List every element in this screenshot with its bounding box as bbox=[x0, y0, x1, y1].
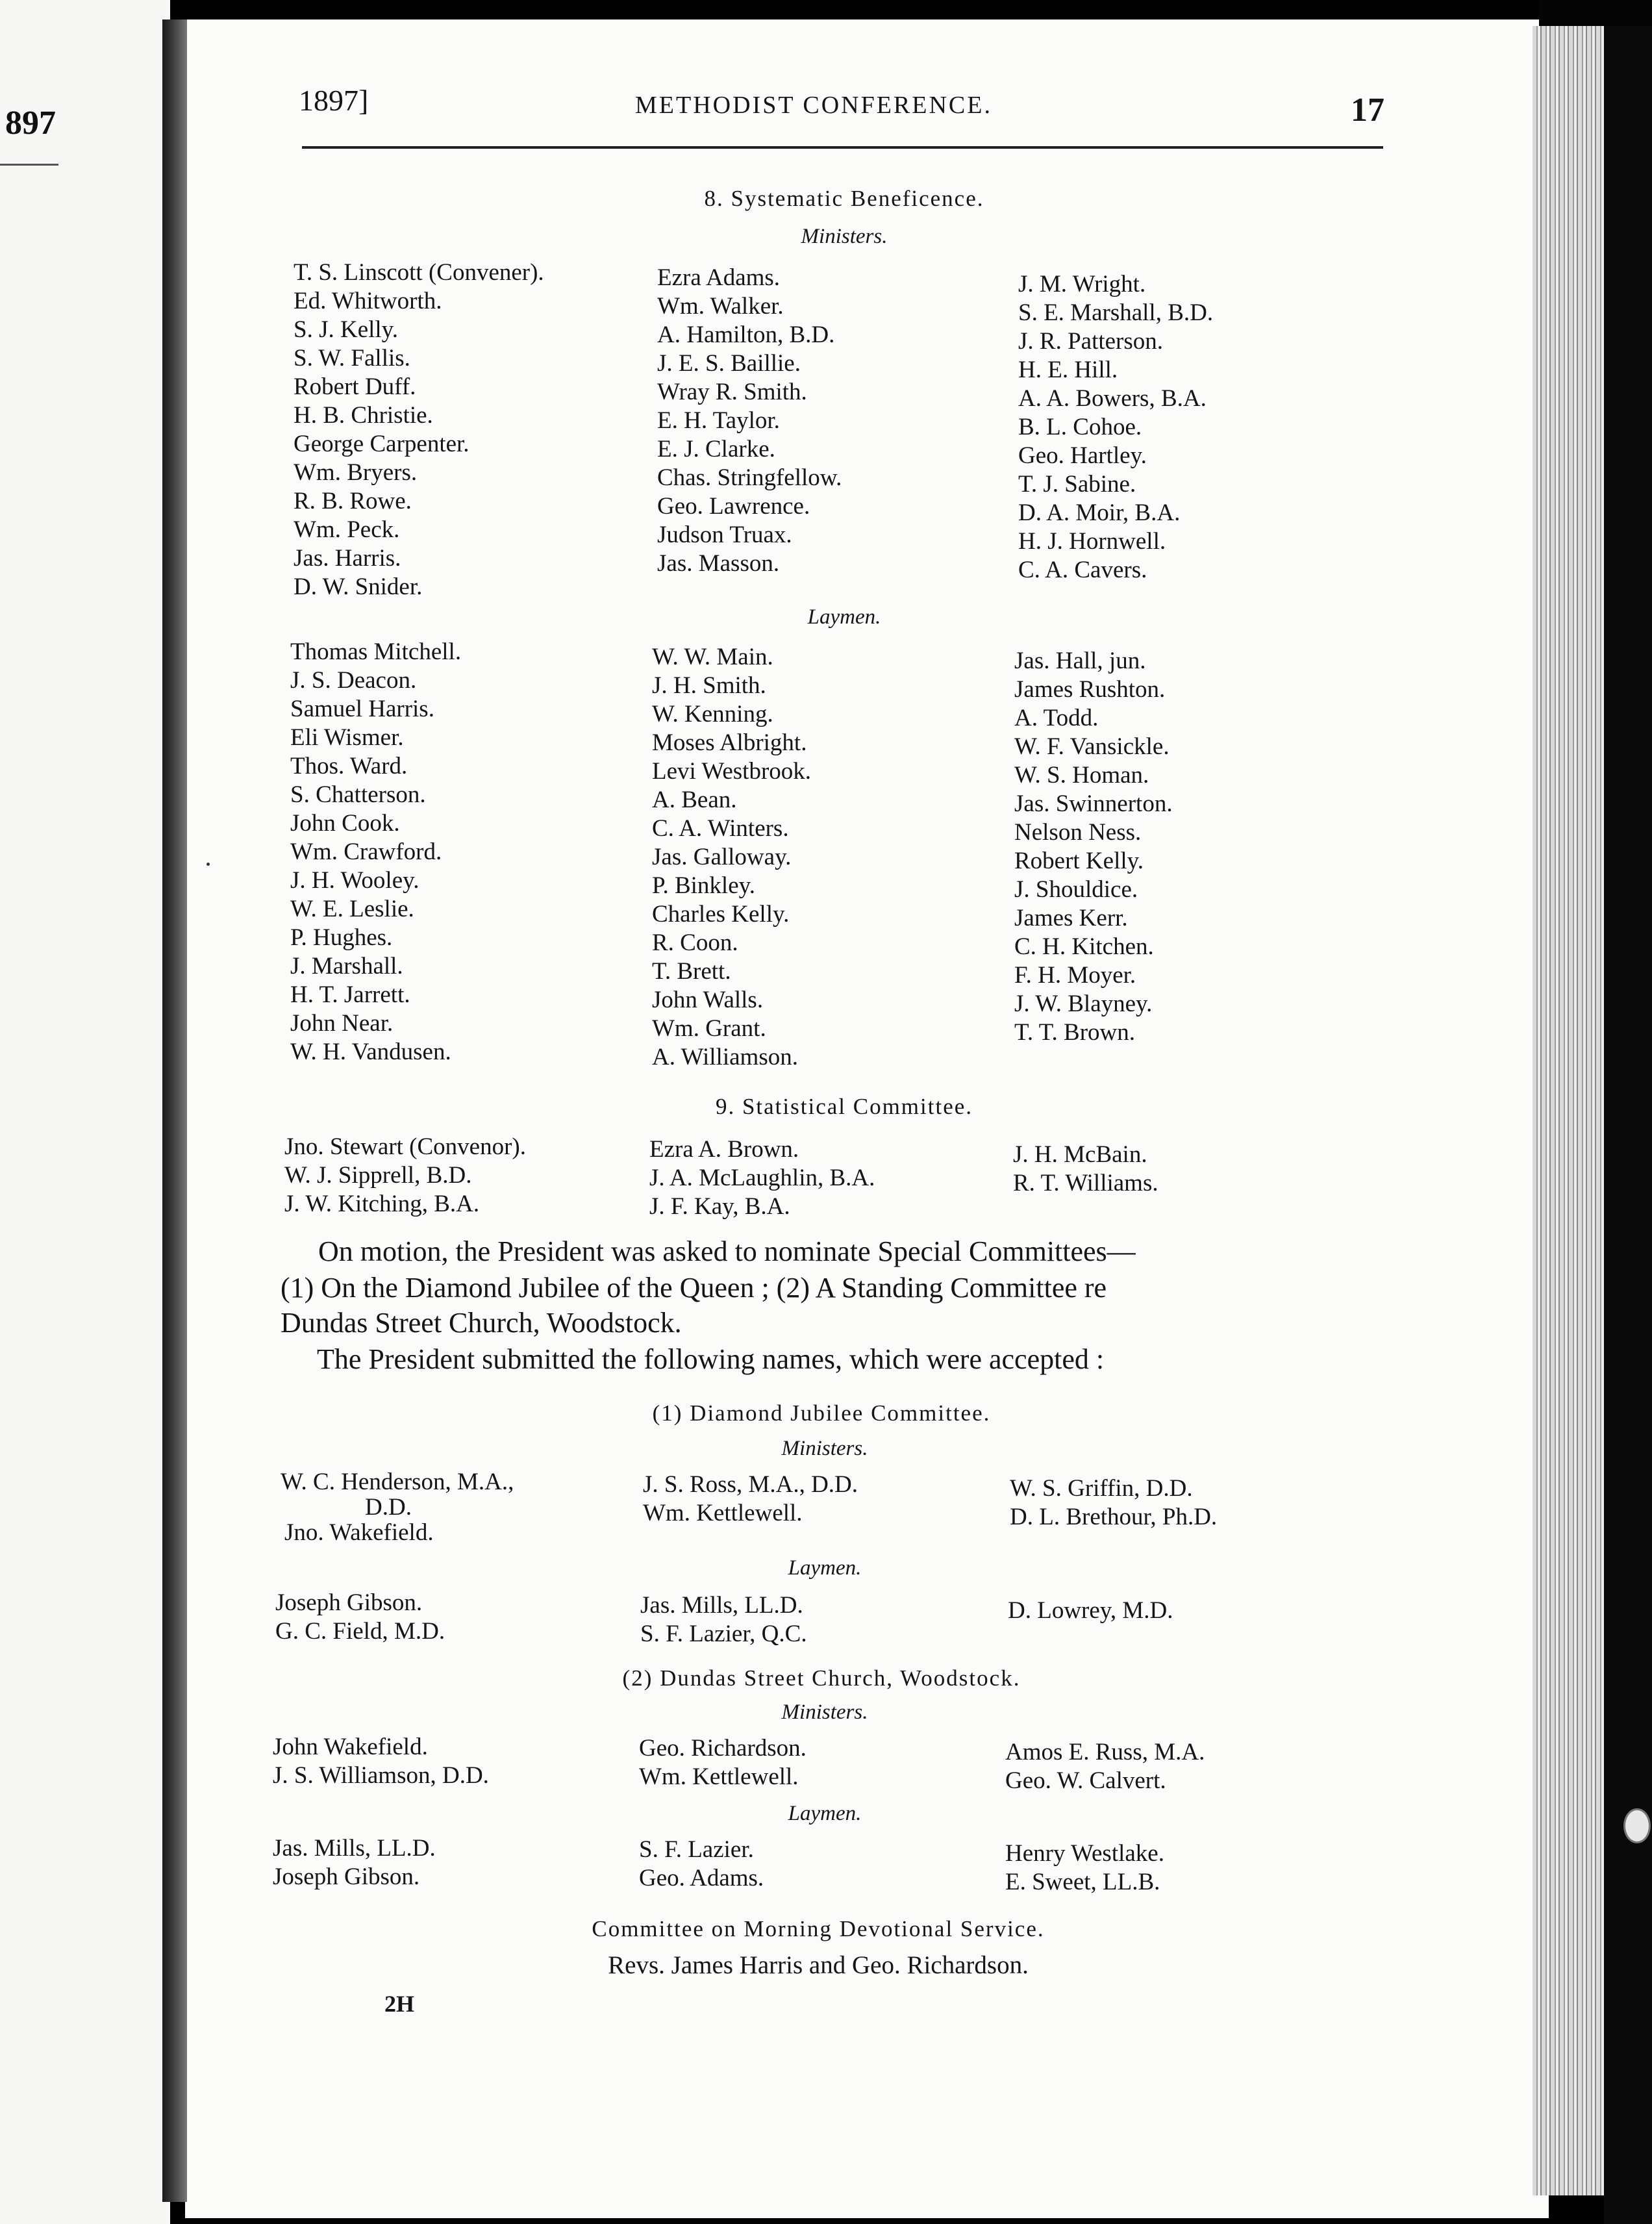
name-entry: C. H. Kitchen. bbox=[1014, 933, 1154, 960]
name-entry: J. W. Kitching, B.A. bbox=[284, 1191, 480, 1217]
name-entry: R. T. Williams. bbox=[1013, 1170, 1158, 1196]
name-entry: D. A. Moir, B.A. bbox=[1018, 499, 1181, 526]
name-entry: W. S. Homan. bbox=[1014, 762, 1149, 789]
jubilee-ministers-column-3 bbox=[1010, 1474, 1217, 1532]
name-entry: John Wakefield. bbox=[273, 1734, 428, 1760]
name-entry: Joseph Gibson. bbox=[275, 1589, 423, 1616]
name-entry: Jno. Wakefield. bbox=[284, 1519, 434, 1546]
name-entry: John Walls. bbox=[652, 987, 764, 1013]
name-entry: J. F. Kay, B.A. bbox=[649, 1193, 790, 1220]
group-label-ministers: Ministers. bbox=[781, 1437, 868, 1460]
name-entry: P. Binkley. bbox=[652, 872, 755, 899]
ministers-column-2 bbox=[657, 264, 842, 578]
ink-speck bbox=[206, 863, 210, 866]
name-entry: H. E. Hill. bbox=[1018, 357, 1118, 383]
name-entry: J. R. Patterson. bbox=[1018, 328, 1164, 355]
name-entry: D. Lowrey, M.D. bbox=[1008, 1597, 1173, 1624]
group-label-ministers: Ministers. bbox=[801, 225, 888, 248]
name-entry: T. S. Linscott (Convener). bbox=[294, 259, 544, 286]
dundas-ministers-column-2 bbox=[639, 1734, 807, 1791]
name-entry: Robert Duff. bbox=[294, 373, 416, 400]
name-entry: Jas. Masson. bbox=[657, 550, 780, 577]
name-entry: Samuel Harris. bbox=[290, 696, 434, 722]
name-entry: S. J. Kelly. bbox=[294, 316, 399, 343]
dundas-laymen-column-3 bbox=[1005, 1839, 1164, 1897]
name-entry: S. F. Lazier, Q.C. bbox=[640, 1621, 807, 1647]
jubilee-ministers-column-1 bbox=[281, 1468, 514, 1547]
name-entry: R. Coon. bbox=[652, 929, 738, 956]
name-entry: John Near. bbox=[290, 1010, 394, 1037]
name-entry: H. J. Hornwell. bbox=[1018, 528, 1166, 555]
book-gutter bbox=[162, 19, 187, 2202]
group-label-laymen: Laymen. bbox=[807, 605, 881, 629]
ministers-column-1 bbox=[294, 259, 544, 601]
name-entry: S. E. Marshall, B.D. bbox=[1018, 299, 1214, 326]
name-entry: P. Hughes. bbox=[290, 924, 393, 951]
page-edges bbox=[1533, 26, 1604, 2195]
committee-heading-dundas-street: (2) Dundas Street Church, Woodstock. bbox=[622, 1665, 1021, 1691]
name-entry: Wray R. Smith. bbox=[657, 379, 807, 405]
laymen-column-1 bbox=[290, 638, 461, 1067]
name-entry: Geo. W. Calvert. bbox=[1005, 1767, 1166, 1794]
name-entry: Ed. Whitworth. bbox=[294, 288, 442, 314]
name-entry: Wm. Kettlewell. bbox=[639, 1763, 799, 1790]
dundas-ministers-column-1 bbox=[273, 1733, 489, 1790]
laymen-column-2 bbox=[652, 643, 811, 1072]
name-entry: G. C. Field, M.D. bbox=[275, 1618, 445, 1645]
name-entry: Joseph Gibson. bbox=[273, 1864, 420, 1890]
statistical-column-3 bbox=[1013, 1141, 1158, 1198]
name-entry: J. H. McBain. bbox=[1013, 1141, 1147, 1168]
name-entry: Ezra Adams. bbox=[657, 264, 781, 291]
group-label-ministers: Ministers. bbox=[781, 1700, 868, 1724]
motion-line-2: (1) On the Diamond Jubilee of the Queen ; (2) A Standing Committee re bbox=[281, 1272, 1107, 1304]
jubilee-laymen-column-3 bbox=[1008, 1597, 1173, 1625]
name-entry: Geo. Richardson. bbox=[639, 1735, 807, 1762]
name-entry: C. A. Cavers. bbox=[1018, 557, 1147, 583]
name-entry: J. S. Williamson, D.D. bbox=[273, 1762, 489, 1789]
name-entry: D. W. Snider. bbox=[294, 574, 423, 600]
binding-hole bbox=[1623, 1808, 1651, 1843]
name-entry: Nelson Ness. bbox=[1014, 819, 1142, 846]
jubilee-ministers-column-2 bbox=[643, 1471, 858, 1528]
name-entry: H. B. Christie. bbox=[294, 402, 433, 429]
name-entry: Jas. Mills, LL.D. bbox=[273, 1835, 436, 1862]
header-year: 1897] bbox=[299, 84, 369, 117]
committee-heading-diamond-jubilee: (1) Diamond Jubilee Committee. bbox=[652, 1400, 991, 1426]
name-entry: George Carpenter. bbox=[294, 431, 469, 457]
name-entry: C. A. Winters. bbox=[652, 815, 789, 842]
name-entry: J. A. McLaughlin, B.A. bbox=[649, 1165, 875, 1191]
header-rule bbox=[302, 146, 1383, 149]
name-entry: E. Sweet, LL.B. bbox=[1005, 1869, 1160, 1895]
name-entry: S. W. Fallis. bbox=[294, 345, 410, 372]
name-entry: H. T. Jarrett. bbox=[290, 981, 410, 1008]
name-entry: Ezra A. Brown. bbox=[649, 1136, 799, 1163]
name-entry: J. H. Wooley. bbox=[290, 867, 419, 894]
name-entry: E. J. Clarke. bbox=[657, 436, 775, 462]
name-entry: Geo. Adams. bbox=[639, 1865, 764, 1891]
group-label-laymen: Laymen. bbox=[788, 1556, 862, 1580]
name-entry: Judson Truax. bbox=[657, 522, 792, 548]
name-entry: T. T. Brown. bbox=[1014, 1019, 1136, 1046]
name-entry: J. M. Wright. bbox=[1018, 271, 1146, 297]
group-label-laymen: Laymen. bbox=[788, 1802, 862, 1825]
jubilee-laymen-column-1 bbox=[275, 1589, 445, 1646]
name-entry: Wm. Walker. bbox=[657, 293, 784, 320]
name-entry: J. S. Ross, M.A., D.D. bbox=[643, 1471, 858, 1498]
name-entry: Jas. Swinnerton. bbox=[1014, 790, 1173, 817]
name-entry: J. S. Deacon. bbox=[290, 667, 417, 694]
name-entry: W. E. Leslie. bbox=[290, 896, 414, 922]
name-entry: Moses Albright. bbox=[652, 729, 807, 756]
ministers-column-3 bbox=[1018, 270, 1213, 585]
name-entry: Amos E. Russ, M.A. bbox=[1005, 1739, 1205, 1765]
statistical-column-2 bbox=[649, 1135, 875, 1221]
name-entry: W. J. Sipprell, B.D. bbox=[284, 1162, 472, 1189]
name-entry: D.D. bbox=[365, 1494, 412, 1521]
name-entry: Jas. Hall, jun. bbox=[1014, 648, 1146, 674]
name-entry: T. Brett. bbox=[652, 958, 731, 985]
name-entry: D. L. Brethour, Ph.D. bbox=[1010, 1504, 1218, 1530]
name-entry: A. Todd. bbox=[1014, 705, 1099, 731]
name-entry: Robert Kelly. bbox=[1014, 848, 1144, 874]
name-entry: A. Bean. bbox=[652, 787, 737, 813]
name-entry: Wm. Peck. bbox=[294, 516, 400, 543]
left-page-rule bbox=[0, 164, 58, 166]
dundas-laymen-column-2 bbox=[639, 1836, 764, 1893]
name-entry: Jno. Stewart (Convenor). bbox=[284, 1133, 526, 1160]
left-page-edge bbox=[0, 0, 170, 2224]
name-entry: A. Williamson. bbox=[652, 1044, 798, 1070]
jubilee-laymen-column-2 bbox=[640, 1591, 807, 1649]
name-entry: Chas. Stringfellow. bbox=[657, 464, 842, 491]
laymen-column-3 bbox=[1014, 647, 1173, 1047]
statistical-column-1 bbox=[284, 1133, 526, 1219]
name-entry: Henry Westlake. bbox=[1005, 1840, 1164, 1867]
name-entry: Wm. Crawford. bbox=[290, 839, 442, 865]
name-entry: W. H. Vandusen. bbox=[290, 1039, 451, 1065]
name-entry: B. L. Cohoe. bbox=[1018, 414, 1142, 440]
name-entry: Wm. Grant. bbox=[652, 1015, 766, 1042]
name-entry: Levi Westbrook. bbox=[652, 758, 812, 785]
name-entry: Geo. Lawrence. bbox=[657, 493, 810, 520]
section-heading-systematic-beneficence: 8. Systematic Beneficence. bbox=[704, 186, 984, 211]
dundas-laymen-column-1 bbox=[273, 1834, 436, 1891]
name-entry: J. H. Smith. bbox=[652, 672, 766, 699]
left-page-number-fragment: 897 bbox=[5, 105, 56, 142]
devotional-names: Revs. James Harris and Geo. Richardson. bbox=[608, 1951, 1029, 1979]
name-entry: E. H. Taylor. bbox=[657, 407, 780, 434]
name-entry: J. E. S. Baillie. bbox=[657, 350, 801, 377]
name-entry: T. J. Sabine. bbox=[1018, 471, 1136, 498]
name-entry: S. F. Lazier. bbox=[639, 1836, 754, 1863]
name-entry: J. Marshall. bbox=[290, 953, 403, 979]
name-entry: W. C. Henderson, M.A., bbox=[281, 1469, 514, 1495]
motion-line-4: The President submitted the following names, which were accepted : bbox=[317, 1343, 1105, 1375]
name-entry: Jas. Galloway. bbox=[652, 844, 792, 870]
name-entry: A. Hamilton, B.D. bbox=[657, 322, 835, 348]
name-entry: Geo. Hartley. bbox=[1018, 442, 1147, 469]
name-entry: Eli Wismer. bbox=[290, 724, 404, 751]
name-entry: Jas. Harris. bbox=[294, 545, 401, 572]
name-entry: Jas. Mills, LL.D. bbox=[640, 1592, 803, 1619]
dundas-ministers-column-3 bbox=[1005, 1738, 1205, 1795]
name-entry: W. W. Main. bbox=[652, 644, 773, 670]
name-entry: Charles Kelly. bbox=[652, 901, 790, 928]
name-entry: J. Shouldice. bbox=[1014, 876, 1138, 903]
name-entry: Wm. Kettlewell. bbox=[643, 1500, 803, 1526]
scan-background-top bbox=[1539, 0, 1652, 26]
name-entry: Wm. Bryers. bbox=[294, 459, 418, 486]
name-entry: James Kerr. bbox=[1014, 905, 1128, 931]
name-entry: W. S. Griffin, D.D. bbox=[1010, 1475, 1193, 1502]
motion-line-1: On motion, the President was asked to nominate Special Committees— bbox=[318, 1235, 1136, 1267]
name-entry: F. H. Moyer. bbox=[1014, 962, 1136, 989]
name-entry: W. Kenning. bbox=[652, 701, 773, 727]
name-entry: J. W. Blayney. bbox=[1014, 991, 1153, 1017]
motion-line-3: Dundas Street Church, Woodstock. bbox=[281, 1307, 682, 1339]
printer-signature: 2H bbox=[384, 1991, 415, 2017]
name-entry: R. B. Rowe. bbox=[294, 488, 412, 514]
name-entry: A. A. Bowers, B.A. bbox=[1018, 385, 1207, 412]
scan-background bbox=[1604, 0, 1652, 2224]
page-number: 17 bbox=[1351, 92, 1384, 129]
name-entry: S. Chatterson. bbox=[290, 781, 426, 808]
section-heading-statistical-committee: 9. Statistical Committee. bbox=[715, 1094, 973, 1119]
header-title: METHODIST CONFERENCE. bbox=[635, 92, 992, 119]
name-entry: Thomas Mitchell. bbox=[290, 638, 462, 665]
name-entry: James Rushton. bbox=[1014, 676, 1166, 703]
name-entry: W. F. Vansickle. bbox=[1014, 733, 1170, 760]
name-entry: John Cook. bbox=[290, 810, 400, 837]
committee-heading-devotional-service: Committee on Morning Devotional Service. bbox=[592, 1916, 1045, 1941]
name-entry: Thos. Ward. bbox=[290, 753, 408, 779]
